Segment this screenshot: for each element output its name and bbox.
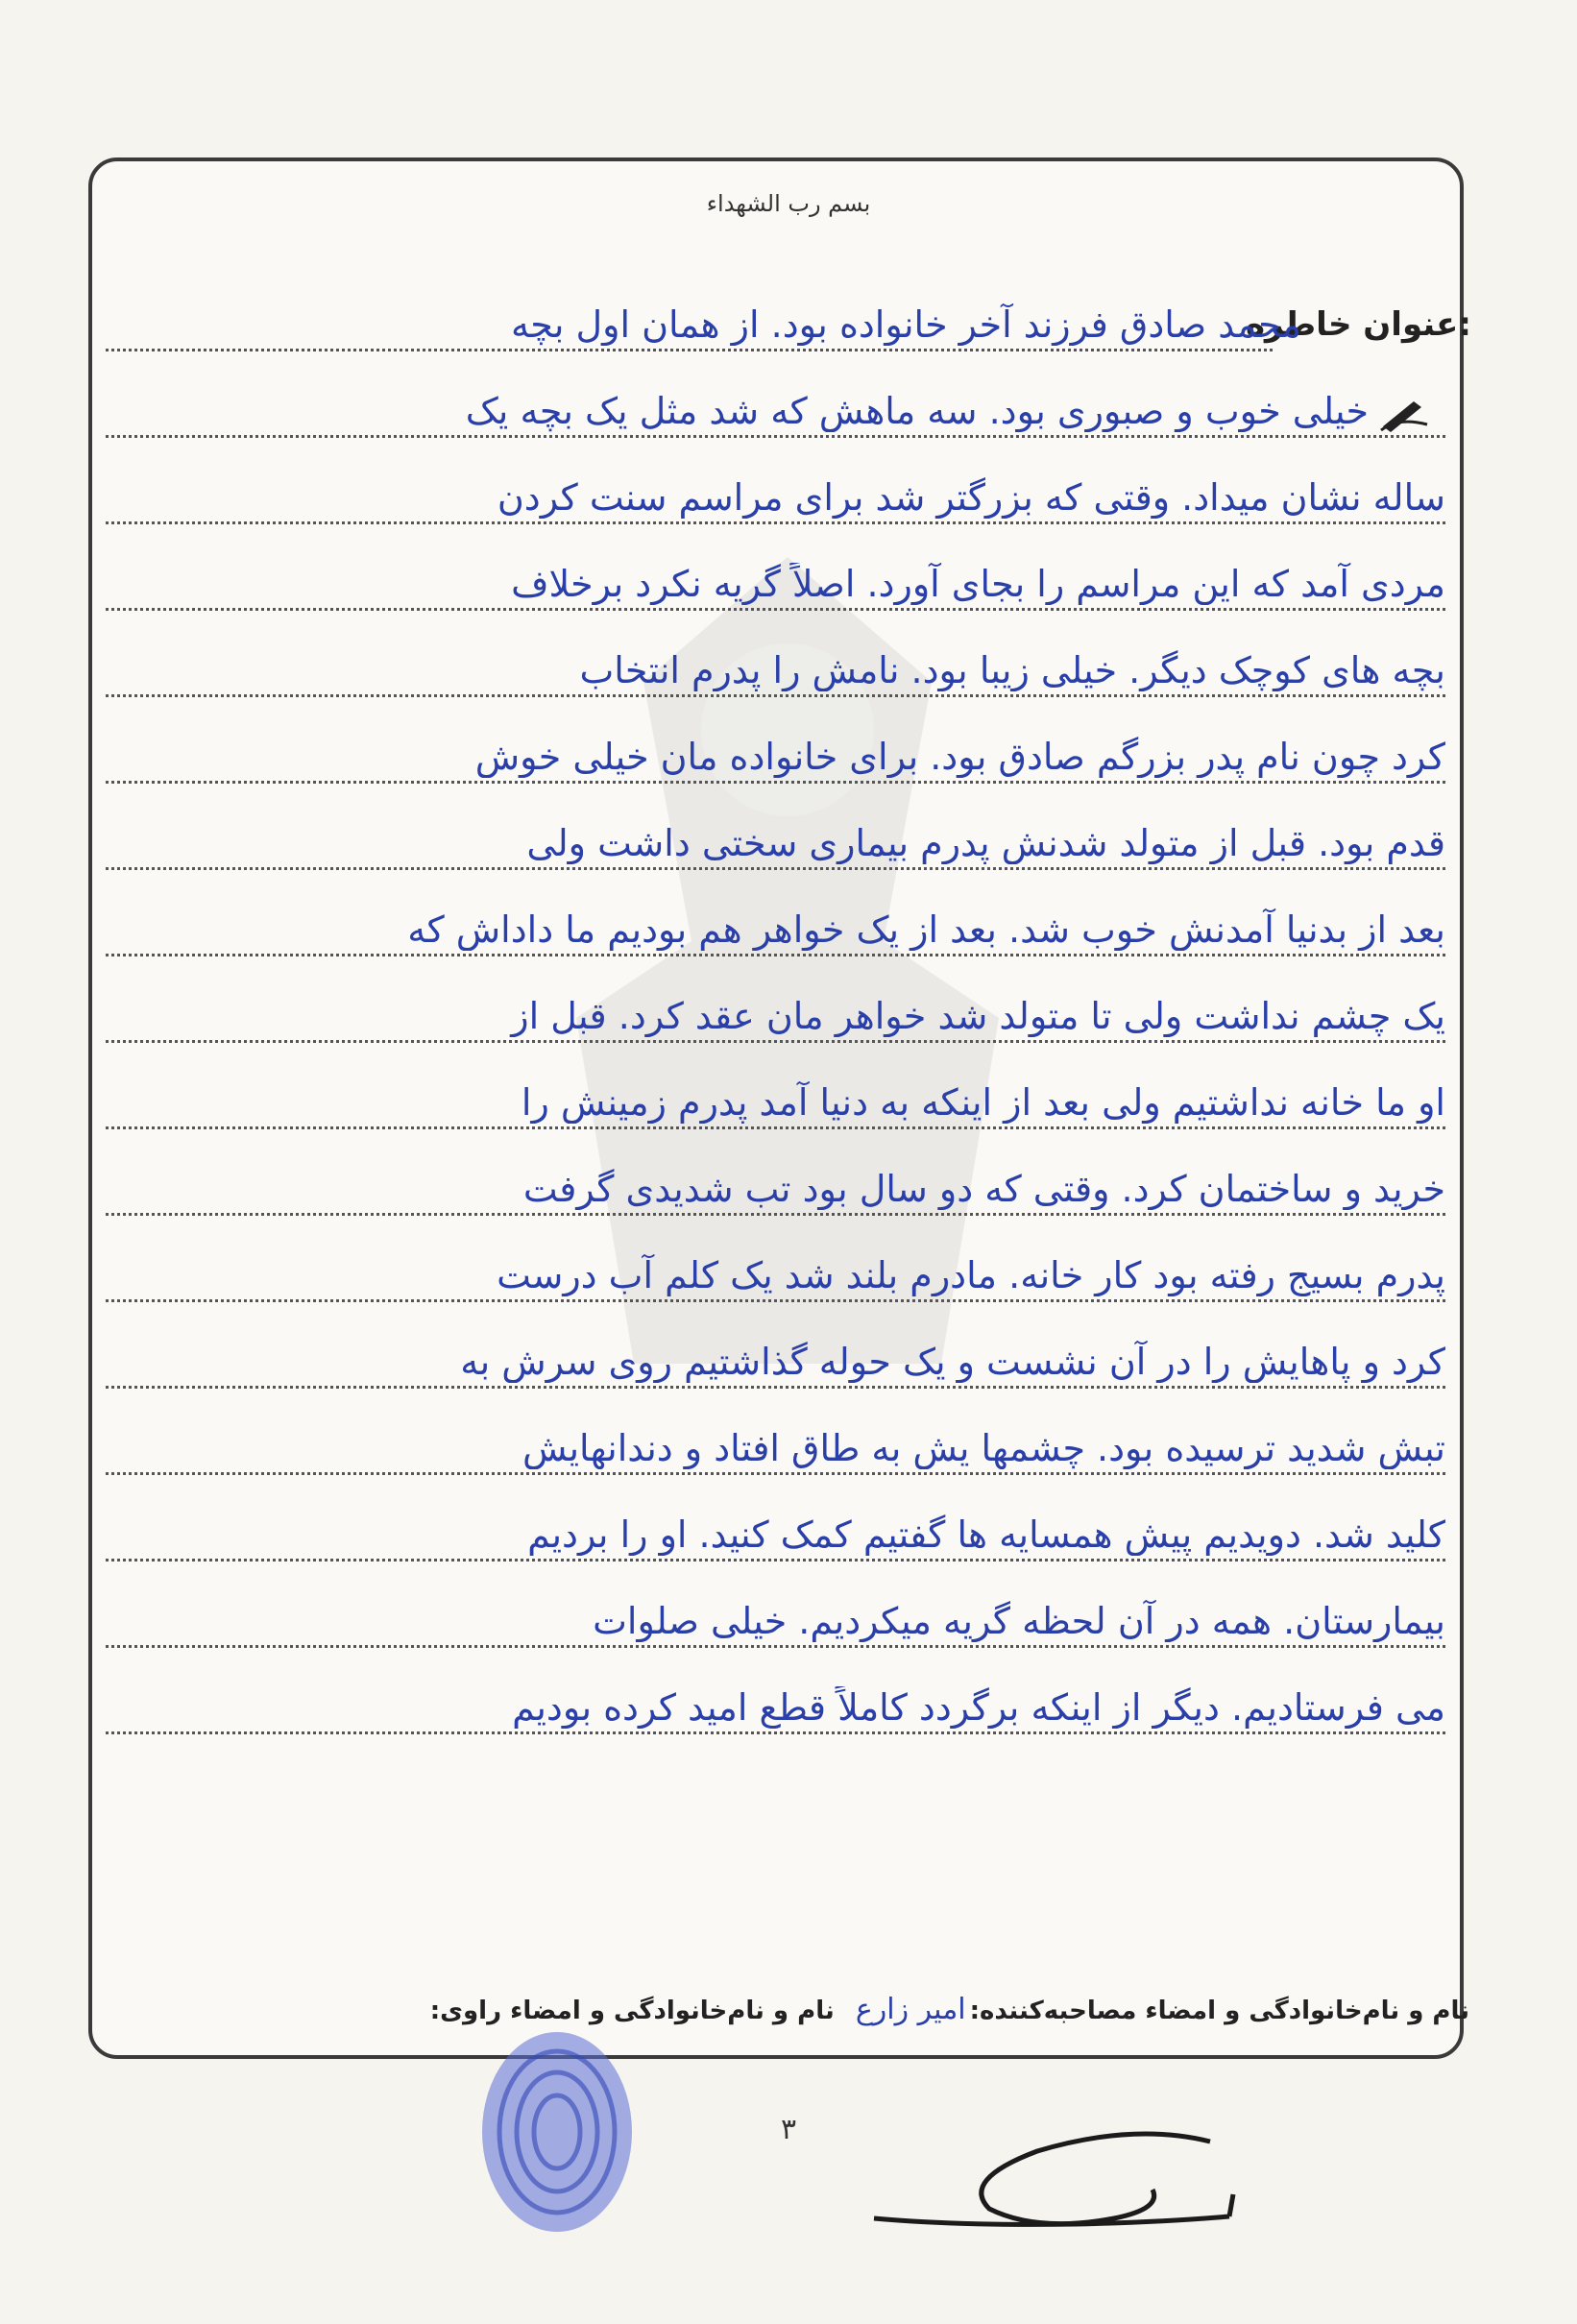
memoir-line: [106, 365, 1445, 442]
basmala-header: بسم رب الشهداء: [706, 190, 871, 217]
page-number: ۳: [780, 2113, 797, 2146]
memoir-line-text: محمد صادق فرزند آخر خانواده بود. از همان اول بچه: [510, 303, 1301, 346]
memoir-line: [106, 1575, 1445, 1652]
memoir-line: [106, 711, 1445, 787]
memoir-line-text: خیلی خوب و صبوری بود. سه ماهش که شد مثل یک بچه یک: [465, 390, 1369, 432]
interviewer-label: نام و نام‌خانوادگی و امضاء مصاحبه‌کننده:: [969, 1997, 1469, 2025]
memoir-line: [106, 1402, 1445, 1479]
memoir-line-text: کرد و پاهایش را در آن نشست و یک حوله گذاشتیم روی سرش به: [460, 1341, 1445, 1383]
memoir-line: [106, 884, 1445, 960]
memoir-line: [106, 797, 1445, 874]
memoir-line-text: کرد چون نام پدر بزرگم صادق بود. برای خانواده مان خیلی خوش: [474, 736, 1445, 778]
memoir-line: [106, 970, 1445, 1047]
memoir-line: [106, 1056, 1445, 1133]
memoir-line-text: مردی آمد که این مراسم را بجای آورد. اصلاً گریه نکرد برخلاف: [511, 563, 1445, 605]
memoir-line-text: قدم بود. قبل از متولد شدنش پدرم بیماری سختی داشت ولی: [526, 822, 1445, 864]
memoir-line-text: یک چشم نداشت ولی تا متولد شد خواهر مان عقد کرد. قبل از: [511, 995, 1445, 1037]
memoir-line: [106, 538, 1445, 615]
memoir-line-text: می فرستادیم. دیگر از اینکه برگردد کاملاً قطع امید کرده بودیم: [512, 1686, 1445, 1729]
interviewer-signature-text: امیر زارع: [855, 1993, 966, 2026]
memoir-line-text: کلید شد. دویدیم پیش همسایه ها گفتیم کمک کنید. او را بردیم: [527, 1513, 1445, 1556]
memoir-line: [106, 1229, 1445, 1306]
memoir-line: [106, 624, 1445, 701]
signature-icon: [845, 2113, 1249, 2247]
memoir-line-text: بیمارستان. همه در آن لحظه گریه میکردیم. خیلی صلوات: [593, 1600, 1445, 1642]
memoir-line-text: او ما خانه نداشتیم ولی بعد از اینکه به دنیا آمد پدرم زمینش را: [521, 1081, 1445, 1124]
memoir-line: [106, 1661, 1445, 1738]
signature-footer: [430, 1993, 1469, 2026]
memoir-title-label: عنوان خاطره:: [1245, 305, 1471, 344]
memoir-line: [106, 1143, 1445, 1220]
memoir-line-text: ساله نشان میداد. وقتی که بزرگتر شد برای مراسم سنت کردن: [497, 476, 1445, 519]
memoir-line: [106, 1489, 1445, 1565]
memoir-line-text: بعد از بدنیا آمدنش خوب شد. بعد از یک خواهر هم بودیم ما داداش که: [407, 908, 1445, 951]
memoir-lines: [106, 0, 1445, 2017]
narrator-label: نام و نام‌خانوادگی و امضاء راوی:: [429, 1997, 835, 2025]
memoir-line-text: بچه های کوچک دیگر. خیلی زیبا بود. نامش را پدرم انتخاب: [579, 649, 1445, 691]
memoir-line-text: تبش شدید ترسیده بود. چشمها یش به طاق افتاد و دندانهایش: [522, 1427, 1445, 1469]
memoir-line: [106, 278, 1445, 355]
memoir-line-text: خرید و ساختمان کرد. وقتی که دو سال بود تب شدیدی گرفت: [522, 1168, 1445, 1210]
memoir-line-text: پدرم بسیج رفته بود کار خانه. مادرم بلند شد یک کلم آب درست: [497, 1254, 1445, 1296]
memoir-line: [106, 1316, 1445, 1392]
memoir-line: [106, 451, 1445, 528]
